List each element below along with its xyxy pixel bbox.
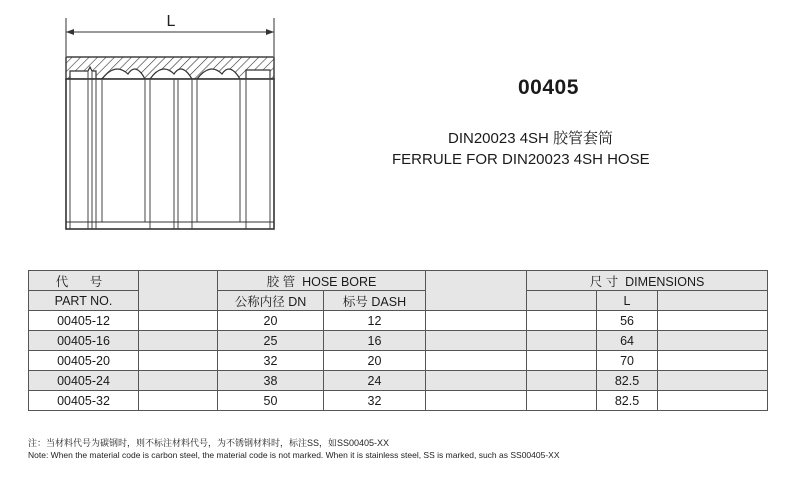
l-label: L xyxy=(597,291,658,311)
dash-cell: 16 xyxy=(324,331,426,351)
l-cell: 56 xyxy=(597,311,658,331)
dn-cell: 50 xyxy=(218,391,324,411)
part-cell: 00405-12 xyxy=(29,311,139,331)
dims-cn: 尺 寸 xyxy=(589,274,619,289)
code-cn: 代 号 xyxy=(29,271,139,291)
spec-table xyxy=(28,270,768,411)
blank-header xyxy=(426,271,527,311)
dn-cell: 32 xyxy=(218,351,324,371)
part-cell: 00405-20 xyxy=(29,351,139,371)
dash-cell: 20 xyxy=(324,351,426,371)
dn-label: 公称内径 DN xyxy=(218,291,324,311)
dash-cell: 32 xyxy=(324,391,426,411)
l-cell: 70 xyxy=(597,351,658,371)
dims-en: DIMENSIONS xyxy=(625,274,705,289)
hose-bore-cn: 胶 管 xyxy=(266,274,296,289)
ferrule-body xyxy=(66,79,274,229)
part-cell: 00405-32 xyxy=(29,391,139,411)
note-english: Note: When the material code is carbon steel, the material code is not marked. When it is stainless steel, SS is marked, such as SS00405-XX xyxy=(28,450,560,460)
title-chinese: DIN20023 4SH 胶管套筒 xyxy=(448,130,614,147)
table-row xyxy=(29,351,768,371)
dn-cell: 25 xyxy=(218,331,324,351)
dn-cell: 38 xyxy=(218,371,324,391)
part-number: 00405 xyxy=(518,76,579,99)
table-row xyxy=(29,311,768,331)
note-chinese: 注：当材料代号为碳钢时，则不标注材料代号，为不锈钢材料时，标注SS，如SS00405-XX xyxy=(28,438,390,448)
blank-header xyxy=(139,271,218,311)
dash-cell: 12 xyxy=(324,311,426,331)
title-english: FERRULE FOR DIN20023 4SH HOSE xyxy=(392,151,650,168)
part-cell: 00405-16 xyxy=(29,331,139,351)
table-row xyxy=(29,331,768,351)
hose-bore-en: HOSE BORE xyxy=(302,274,377,289)
hose-bore-header xyxy=(218,271,426,291)
l-cell: 82.5 xyxy=(597,391,658,411)
dn-cell: 20 xyxy=(218,311,324,331)
table-row xyxy=(29,371,768,391)
l-cell: 82.5 xyxy=(597,371,658,391)
table-row xyxy=(29,391,768,411)
dimension-label: L xyxy=(166,13,176,30)
part-cell: 00405-24 xyxy=(29,371,139,391)
header-row-1 xyxy=(29,271,768,291)
code-en: PART NO. xyxy=(29,291,139,311)
blank-header xyxy=(658,291,768,311)
dash-cell: 24 xyxy=(324,371,426,391)
blank-header xyxy=(527,291,597,311)
dimensions-header xyxy=(527,271,768,291)
l-cell: 64 xyxy=(597,331,658,351)
dash-label: 标号 DASH xyxy=(324,291,426,311)
ferrule-drawing xyxy=(40,4,300,244)
